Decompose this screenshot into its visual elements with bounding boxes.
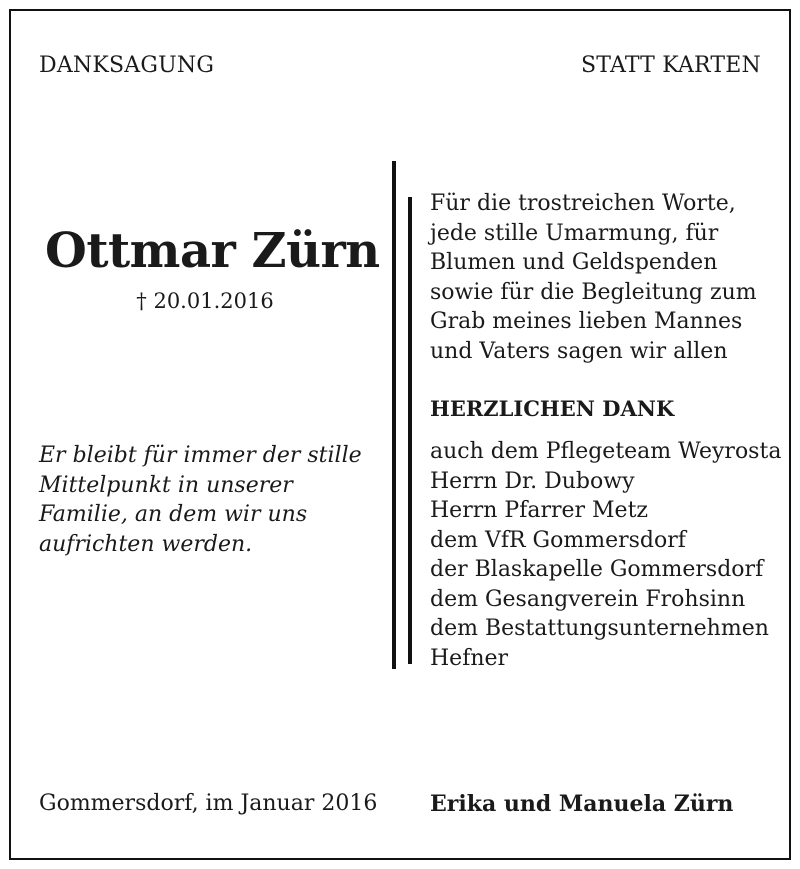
thanks-intro-line: und Vaters sagen wir allen <box>430 338 728 364</box>
thanks-intro-line: Für die trostreichen Worte, <box>430 191 736 216</box>
thanks-intro-line: Blumen und Geldspenden <box>430 250 718 275</box>
thanks-list <box>430 437 781 673</box>
thanks-list-item: Herrn Dr. Dubowy <box>430 468 635 494</box>
death-date: † 20.01.2016 <box>136 289 274 313</box>
quote-line: Er bleibt für immer der stille <box>39 443 362 468</box>
thanks-intro-line: sowie für die Begleitung zum <box>430 279 757 305</box>
thanks-list-item: dem Gesangverein Frohsinn <box>430 586 746 612</box>
quote-line: Familie, an dem wir uns <box>39 502 308 527</box>
deceased-name: Ottmar Zürn <box>45 223 380 279</box>
memorial-quote <box>39 441 362 559</box>
thanks-list-item: auch dem Pflegeteam Weyrosta <box>430 439 782 464</box>
thanks-list-item: dem VfR Gommersdorf <box>430 527 686 553</box>
header-danksagung: DANKSAGUNG <box>39 53 215 78</box>
thanks-intro <box>430 189 757 366</box>
footer-place-date: Gommersdorf, im Januar 2016 <box>39 791 378 816</box>
thanks-list-item: der Blaskapelle Gommersdorf <box>430 557 764 582</box>
thanks-list-item: Hefner <box>430 645 509 671</box>
thanks-list-item: Herrn Pfarrer Metz <box>430 498 649 523</box>
quote-line: aufrichten werden. <box>39 531 253 557</box>
thanks-intro-line: jede stille Umarmung, für <box>430 220 719 246</box>
divider-thick <box>392 161 396 669</box>
thanks-list-item: dem Bestattungsunternehmen <box>430 616 769 641</box>
thanks-heading: HERZLICHEN DANK <box>430 396 675 421</box>
footer-signatories: Erika und Manuela Zürn <box>430 791 734 817</box>
quote-line: Mittelpunkt in unserer <box>39 472 293 498</box>
notice-frame <box>9 9 791 860</box>
header-statt-karten: STATT KARTEN <box>581 53 761 78</box>
divider-thin <box>408 197 412 664</box>
thanks-intro-line: Grab meines lieben Mannes <box>430 309 743 334</box>
